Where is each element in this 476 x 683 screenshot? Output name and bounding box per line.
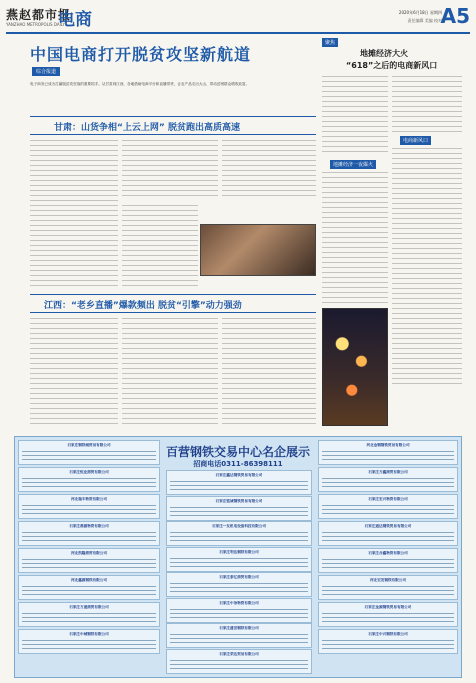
ad-text-line xyxy=(322,613,454,614)
ad-text-line xyxy=(22,505,156,506)
ad-company-cell xyxy=(166,598,312,623)
ad-company-cell xyxy=(18,467,160,492)
ad-text-line xyxy=(22,613,156,614)
ad-text-line xyxy=(22,478,156,479)
sidebar-subheading: 地摊经济一夜爆火 xyxy=(330,160,376,169)
ad-text-line xyxy=(170,642,308,643)
ad-text-line xyxy=(322,455,454,456)
ad-text-line xyxy=(322,586,454,587)
ad-text-line xyxy=(322,532,454,533)
sidebar-title-line1: 地摊经济大火 xyxy=(360,49,408,58)
article-column xyxy=(122,318,218,428)
ad-text-line xyxy=(170,634,308,635)
article-column xyxy=(222,318,316,428)
ad-text-line xyxy=(22,644,156,645)
ad-company-cell xyxy=(166,496,312,521)
ad-company-name: 石家庄鼎源物资有限公司 xyxy=(69,524,109,528)
ad-company-name: 石家庄恒业商贸有限公司 xyxy=(69,470,109,474)
ad-company-name: 石家庄利达钢铁有限公司 xyxy=(219,549,259,554)
ad-text-line xyxy=(22,559,156,560)
ad-text-line xyxy=(322,617,454,618)
ad-text-line xyxy=(170,613,308,614)
ad-text-line xyxy=(170,562,308,563)
ad-text-line xyxy=(22,648,156,649)
ad-text-line xyxy=(22,540,156,541)
ad-text-line xyxy=(22,482,156,483)
ad-text-line xyxy=(322,486,454,487)
ad-text-line xyxy=(170,515,308,516)
article-column xyxy=(322,76,388,156)
ad-company-cell xyxy=(318,575,458,600)
ad-company-cell xyxy=(18,494,160,519)
section-rule xyxy=(30,116,316,117)
ad-text-line xyxy=(322,482,454,483)
ad-text-line xyxy=(322,567,454,568)
ad-text-line xyxy=(170,617,308,618)
ad-text-line xyxy=(322,640,454,641)
ad-company-name: 石家庄中城钢铁有限公司 xyxy=(69,632,109,636)
ad-company-cell xyxy=(18,548,160,573)
ad-text-line xyxy=(170,566,308,567)
section-heading-gansu: 甘肃：山货争相“上云上网” 脱贫跑出高质高速 xyxy=(54,123,240,133)
section-heading-jiangxi: 江西：“老乡直播”爆款频出 脱贫“引擎”动力强劲 xyxy=(44,301,242,311)
ad-text-line xyxy=(22,509,156,510)
sidebar-title-line2: “618”之后的电商新风口 xyxy=(346,61,438,70)
ad-company-cell xyxy=(318,548,458,573)
ad-text-line xyxy=(22,586,156,587)
ad-company-cell xyxy=(166,649,312,674)
ad-text-line xyxy=(22,536,156,537)
ad-text-line xyxy=(22,567,156,568)
ad-text-line xyxy=(22,563,156,564)
ad-text-line xyxy=(170,591,308,592)
issue-meta: 责任编辑 美编 校对 xyxy=(407,18,442,23)
ad-company-name: 河北凯隆商贸有限公司 xyxy=(71,551,107,555)
ad-text-line xyxy=(22,621,156,622)
ad-company-name: 石家庄万鑫商贸有限公司 xyxy=(368,470,408,474)
ad-company-name: 石家庄铭诚钢铁贸易有限公司 xyxy=(215,498,263,503)
ad-company-cell xyxy=(166,623,312,648)
ad-text-line xyxy=(322,644,454,645)
ad-company-cell xyxy=(318,467,458,492)
ad-text-line xyxy=(322,505,454,506)
ad-company-cell xyxy=(18,602,160,627)
ad-company-cell xyxy=(166,470,312,495)
ad-company-cell xyxy=(18,521,160,546)
article-column xyxy=(122,205,198,289)
ad-company-cell xyxy=(18,575,160,600)
issue-date: 2020年6月18日 星期四 xyxy=(398,10,442,15)
ad-company-name: 石家庄泰亿商贸有限公司 xyxy=(219,575,259,579)
ad-text-line xyxy=(170,540,308,541)
ad-text-line xyxy=(322,559,454,560)
ad-text-line xyxy=(170,660,308,661)
article-column xyxy=(322,172,388,304)
ad-text-line xyxy=(170,638,308,639)
ad-company-name: 石家庄荣达贸易有限公司 xyxy=(219,651,259,656)
ad-text-line xyxy=(322,590,454,591)
article-column xyxy=(222,140,316,200)
article-photo xyxy=(200,224,316,276)
byline-badge: 综合报道 xyxy=(32,67,60,76)
ad-text-line xyxy=(322,536,454,537)
paper-name: 燕赵都市报 xyxy=(6,8,72,22)
ad-text-line xyxy=(322,509,454,510)
ad-text-line xyxy=(170,558,308,559)
ad-text-line xyxy=(170,536,308,537)
ad-text-line xyxy=(22,594,156,595)
ad-company-name: 石家庄钢铁城贸易有限公司 xyxy=(67,443,111,447)
ad-text-line xyxy=(170,481,308,482)
ad-text-line xyxy=(322,621,454,622)
ad-text-line xyxy=(22,640,156,641)
ad-company-name: 石家庄中兴钢铁有限公司 xyxy=(368,632,408,636)
sidebar-subheading: 电商新风口 xyxy=(400,136,431,145)
article-column xyxy=(392,76,462,132)
section-rule xyxy=(30,134,316,135)
night-market-photo xyxy=(322,308,388,426)
ad-text-line xyxy=(170,668,308,669)
article-column xyxy=(30,318,118,428)
ad-title: 百营钢铁交易中心名企展示 xyxy=(165,445,310,459)
ad-text-line xyxy=(22,513,156,514)
ad-text-line xyxy=(322,648,454,649)
ad-company-cell xyxy=(318,629,458,654)
ad-text-line xyxy=(170,511,308,512)
ad-company-name: 石家庄合鑫物资有限公司 xyxy=(368,551,408,555)
ad-company-cell xyxy=(318,494,458,519)
ad-text-line xyxy=(22,486,156,487)
ad-company-name: 石家庄金源钢铁贸易有限公司 xyxy=(364,605,412,609)
ad-text-line xyxy=(322,540,454,541)
masthead xyxy=(6,4,470,34)
ad-text-line xyxy=(322,594,454,595)
ad-company-name: 河北瑞丰物资有限公司 xyxy=(71,497,107,501)
ad-text-line xyxy=(322,563,454,564)
main-headline: 中国电商打开脱贫攻坚新航道 xyxy=(30,45,252,64)
article-column xyxy=(392,148,462,384)
ad-company-cell xyxy=(18,440,160,465)
ad-company-name: 石家庄鑫达钢铁贸易有限公司 xyxy=(215,473,263,477)
ad-text-line xyxy=(170,664,308,665)
section-rule xyxy=(30,312,316,313)
page-number: A5 xyxy=(440,4,470,28)
paper-subtitle: YANZHAO METROPOLIS DAILY xyxy=(6,22,65,27)
ad-company-name: 石家庄宏兴物资有限公司 xyxy=(368,497,408,501)
ad-company-name: 河北鑫源钢铁有限公司 xyxy=(71,578,107,582)
ad-company-name: 石家庄万通商贸有限公司 xyxy=(69,605,109,609)
ad-company-name: 石家庄中冶物资有限公司 xyxy=(219,600,259,605)
ad-company-name: 河北金钢钢铁贸易有限公司 xyxy=(366,443,410,447)
ad-text-line xyxy=(22,459,156,460)
lead-paragraph: 电子商务已成为打赢脱贫攻坚战的重要抓手。从甘肃到江西，各地借助电商平台和直播带货，让农产品走出大山，带动贫困群众增收致富。 xyxy=(30,82,250,86)
ad-text-line xyxy=(170,583,308,584)
ad-company-name: 石家庄盛世钢铁有限公司 xyxy=(219,626,259,630)
ad-company-cell xyxy=(18,629,160,654)
article-column xyxy=(30,140,118,288)
section-name: 电商 xyxy=(58,10,92,30)
ad-text-line xyxy=(170,507,308,508)
ad-phone: 招商电话0311-86398111 xyxy=(193,460,283,468)
article-column xyxy=(122,140,218,200)
focus-tag: 聚焦 xyxy=(322,38,338,47)
ad-company-name: 石家庄通达钢铁贸易有限公司 xyxy=(364,524,412,528)
ad-text-line xyxy=(170,532,308,533)
ad-company-cell xyxy=(318,440,458,465)
ad-company-cell xyxy=(166,521,312,546)
ad-company-cell xyxy=(318,521,458,546)
ad-text-line xyxy=(170,609,308,610)
ad-text-line xyxy=(170,485,308,486)
section-rule xyxy=(30,294,316,295)
ad-text-line xyxy=(322,451,454,452)
ad-text-line xyxy=(170,587,308,588)
ad-company-cell xyxy=(318,602,458,627)
ad-text-line xyxy=(322,513,454,514)
ad-text-line xyxy=(22,590,156,591)
ad-text-line xyxy=(170,489,308,490)
ad-text-line xyxy=(22,455,156,456)
ad-company-name: 河北宏发钢铁有限公司 xyxy=(370,578,406,582)
ad-text-line xyxy=(322,459,454,460)
ad-text-line xyxy=(22,532,156,533)
ad-company-cell xyxy=(166,572,312,597)
ad-text-line xyxy=(22,451,156,452)
ad-company-name: 石家庄一友机电设备科技有限公司 xyxy=(212,524,266,528)
ad-company-cell xyxy=(166,547,312,572)
ad-text-line xyxy=(22,617,156,618)
ad-text-line xyxy=(322,478,454,479)
